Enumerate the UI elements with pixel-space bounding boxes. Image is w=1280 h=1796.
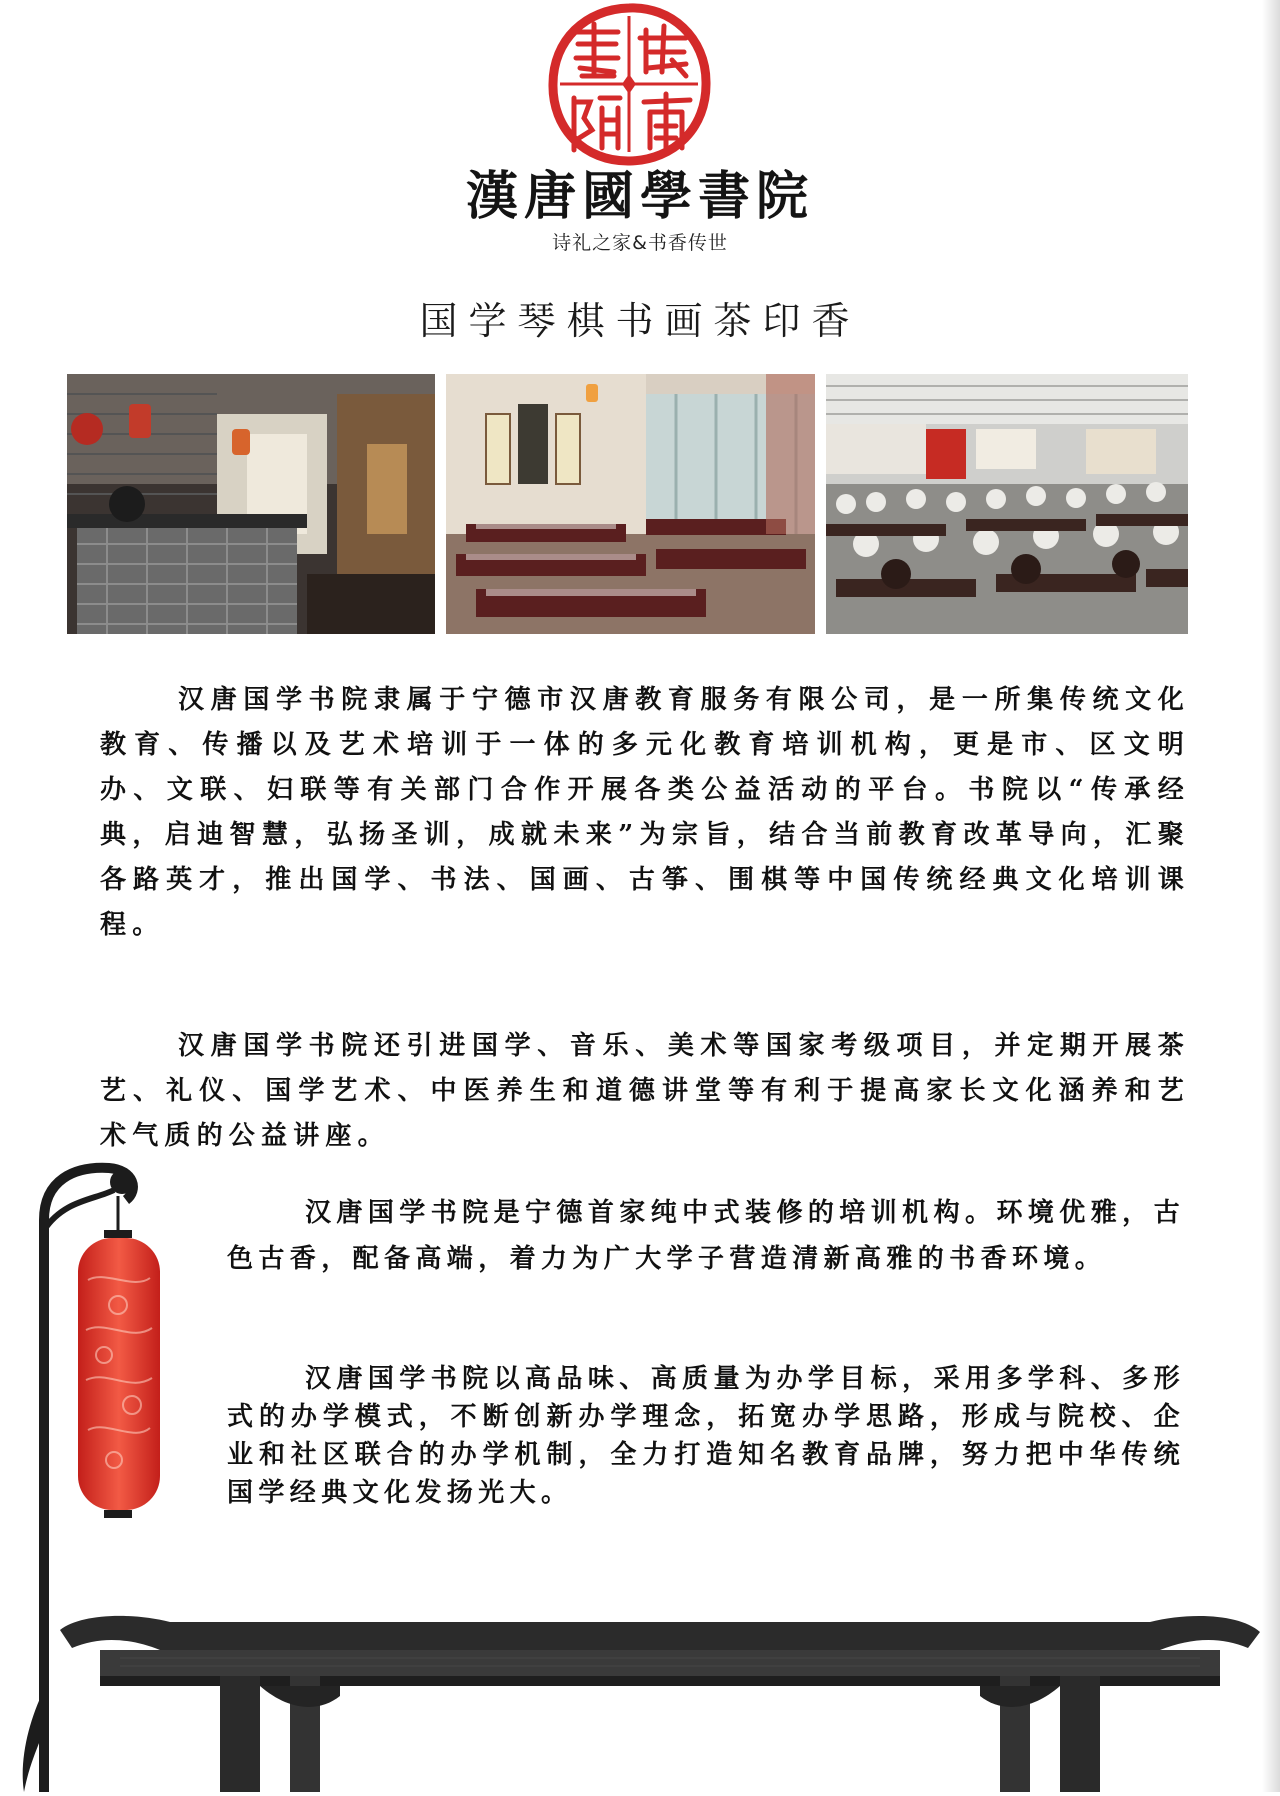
intro-paragraph: 汉唐国学书院隶属于宁德市汉唐教育服务有限公司，是一所集传统文化教育、传播以及艺术培训于一体的多元化教育培训机构，更是市、区文明办、文联、妇联等有关部门合作开展各类公益活动的平台。书院以“传承经典，启迪智慧，弘扬圣训，成就未来”为宗旨，结合当前教育改革导向，汇聚各路英才，推出国学、书法、国画、古筝、围棋等中国传统经典文化培训课程。 bbox=[100, 685, 1190, 940]
classroom-photo bbox=[446, 374, 815, 634]
environment-paragraph: 汉唐国学书院是宁德首家纯中式装修的培训机构。环境优雅，古色古香，配备高端，着力为广大学子营造清新高雅的书香环境。 bbox=[227, 1198, 1185, 1274]
brand-slogan: 诗礼之家&书香传世 bbox=[552, 232, 728, 254]
goals-paragraph: 汉唐国学书院以高品味、高质量为办学目标，采用多学科、多形式的办学模式，不断创新办学理念，拓宽办学思路，形成与院校、企业和社区联合的办学机制，全力打造知名教育品牌，努力把中华传统国学经典文化发扬光大。 bbox=[227, 1364, 1185, 1508]
page-edge-shadow bbox=[1262, 0, 1280, 1792]
brand-name: 漢唐國學書院 bbox=[465, 166, 814, 227]
seal-logo bbox=[546, 2, 712, 166]
headline: 国学琴棋书画茶印香 bbox=[419, 299, 861, 343]
students-photo bbox=[826, 374, 1188, 634]
reception-photo bbox=[67, 374, 435, 634]
ming-table-decoration bbox=[60, 1592, 1260, 1792]
programs-paragraph: 汉唐国学书院还引进国学、音乐、美术等国家考级项目，并定期开展茶艺、礼仪、国学艺术、中医养生和道德讲堂等有利于提高家长文化涵养和艺术气质的公益讲座。 bbox=[100, 1031, 1190, 1151]
